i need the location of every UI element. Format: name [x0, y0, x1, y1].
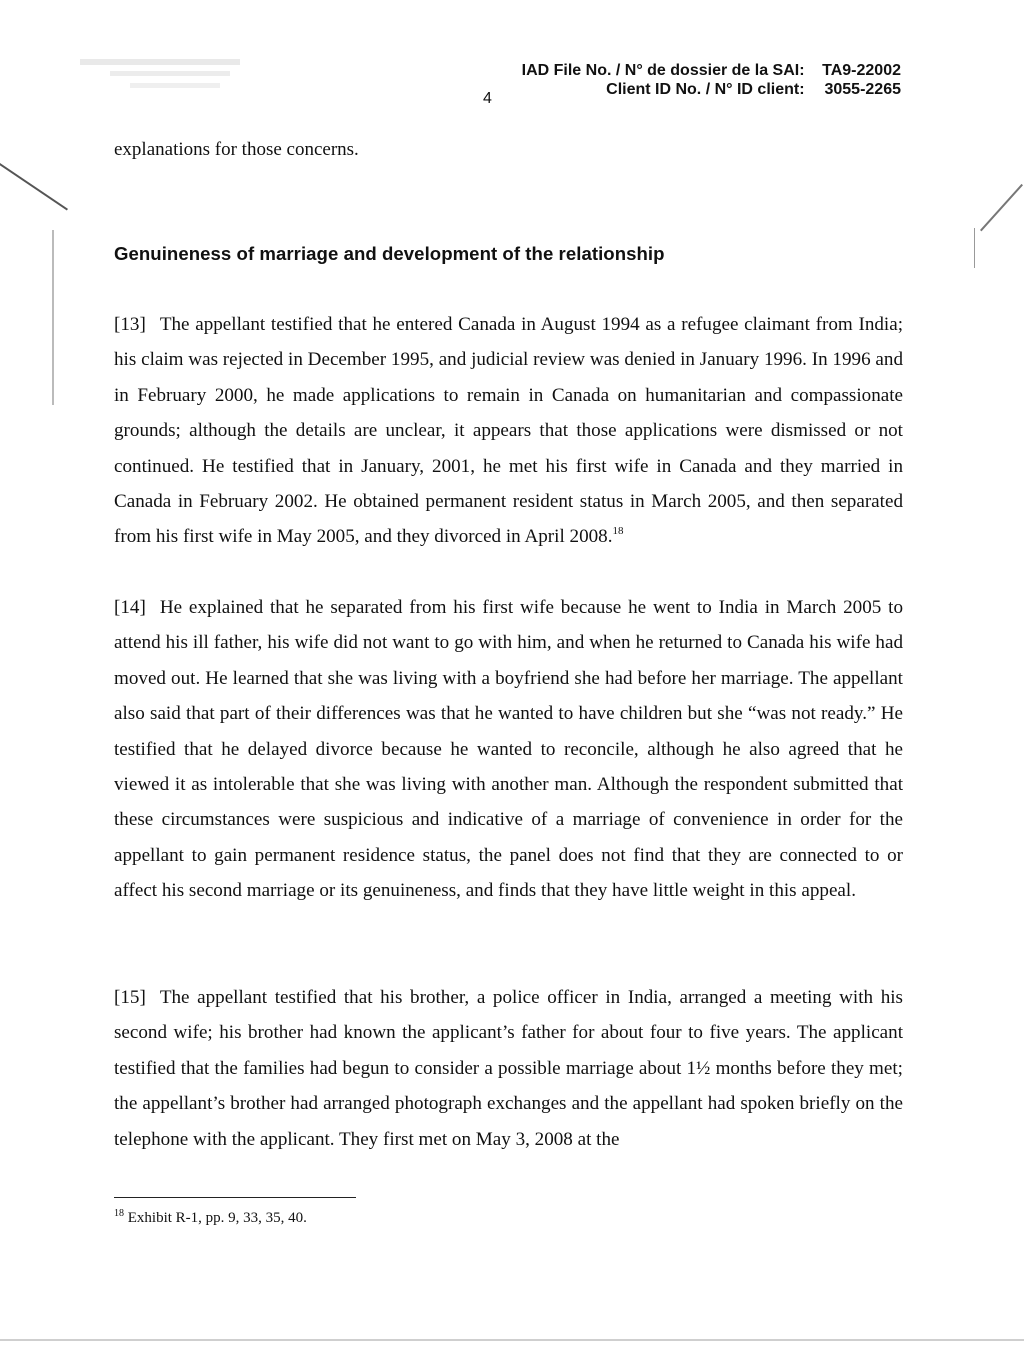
paragraph-15 [114, 980, 903, 1157]
scan-artifact-line [974, 228, 975, 268]
iad-file-number-line [522, 61, 901, 80]
faded-stamp-mark [70, 55, 270, 97]
scan-artifact-line [980, 184, 1023, 231]
scan-artifact-line [52, 230, 54, 405]
paragraph-number: [15] [114, 987, 146, 1008]
footnote-reference: 18 [612, 525, 624, 538]
paragraph-text: The appellant testified that his brother, a police officer in India, arranged a meeting with his second wife; his brother had known the applicant’s father for about four to five years. The applicant testified that the families had begun to consider a possible marriage about 1½ months before they met; the appellant’s brother had arranged photograph exchanges and the appellant had spoken briefly on the telephone with the applicant. They first met on May 3, 2008 at the [114, 987, 903, 1150]
scan-edge-rule [0, 1339, 1024, 1341]
footnote-text: Exhibit R-1, pp. 9, 33, 35, 40. [127, 1210, 307, 1226]
paragraph-13 [114, 307, 903, 555]
section-heading: Genuineness of marriage and development of the relationship [114, 243, 665, 264]
iad-file-number-label: IAD File No. / N° de dossier de la SAI: [521, 62, 805, 79]
scan-artifact-line [0, 163, 68, 211]
page-number: 4 [483, 90, 492, 107]
paragraph-text: He explained that he separated from his first wife because he went to India in March 2005 to attend his ill father, his wife did not want to go with him, and when he returned to Canada his wife had moved out. He learned that she was living with a boyfriend she had before her marriage. The appellant also said that part of their differences was that he wanted to have children but she “was not ready.” He testified that he delayed divorce because he wanted to reconcile, although he also agreed that he viewed it as intolerable that she was living with another man. Although the respondent submitted that these circumstances were suspicious and indicative of a marriage of convenience in order for the appellant to gain permanent residence status, the panel does not find that they are connected to or affect his second marriage or its genuineness, and finds that they have little weight in this appeal. [114, 597, 903, 902]
client-id-value: 3055-2265 [824, 81, 901, 98]
paragraph-text: The appellant testified that he entered Canada in August 1994 as a refugee claimant from India; his claim was rejected in December 1995, and judicial review was denied in January 1996. In 1996 and in February 2000, he made applications to remain in Canada on humanitarian and compassionate grounds; although the details are unclear, it appears that those applications were dismissed or not continued. He testified that in January, 2001, he met his first wife in Canada and they married in Canada in February 2002. He obtained permanent resident status in March 2005, and then separated from his first wife in May 2005, and they divorced in April 2008. [114, 314, 903, 548]
iad-file-number-value: TA9-22002 [822, 62, 901, 79]
continued-text: explanations for those concerns. [114, 139, 359, 160]
client-id-line [522, 80, 901, 99]
client-id-label: Client ID No. / N° ID client: [606, 81, 805, 98]
paragraph-number: [13] [114, 314, 146, 335]
paragraph-14 [114, 590, 903, 909]
footnote-divider [114, 1197, 356, 1198]
file-reference-header [522, 61, 901, 99]
paragraph-number: [14] [114, 597, 146, 618]
footnote [114, 1210, 307, 1227]
footnote-number: 18 [114, 1208, 124, 1219]
